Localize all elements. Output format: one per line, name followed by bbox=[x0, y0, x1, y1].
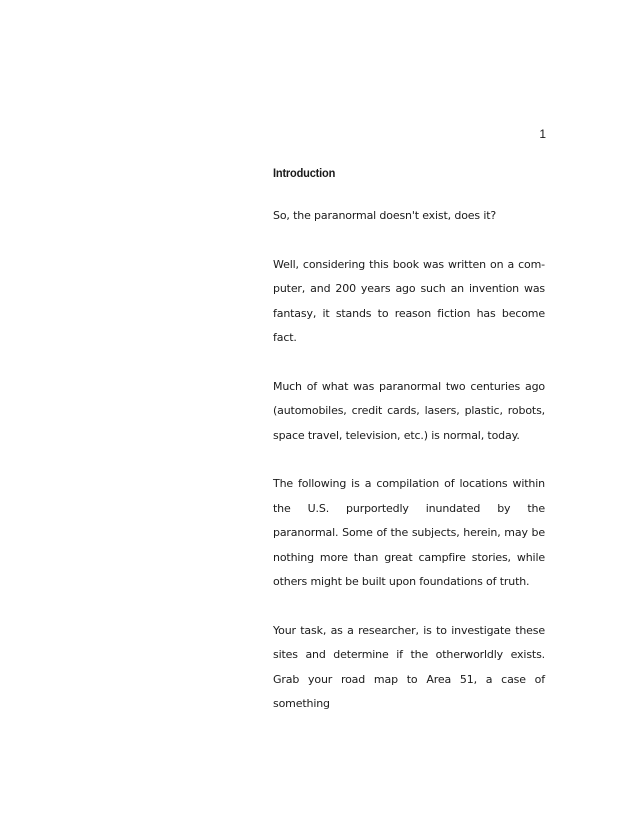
paragraph: The following is a compilation of locations within the U.S. purportedly inundated by the paranormal. Some of the subjects, herein, may be nothing more than great campfire stories, while others might be built upon foundations of truth. bbox=[273, 477, 545, 589]
paragraph: Much of what was paranormal two centuries ago (automobiles, credit cards, lasers, plastic, robots, space travel, television, etc.) is normal, today. bbox=[273, 379, 545, 442]
page-number: 1 bbox=[539, 127, 546, 141]
paragraph: Well, considering this book was written on a com-puter, and 200 years ago such an invention was fantasy, it stands to reason fiction has become fact. bbox=[273, 257, 545, 345]
body-text bbox=[273, 204, 545, 741]
paragraph: So, the paranormal doesn't exist, does it? bbox=[273, 209, 497, 222]
section-heading: Introduction bbox=[273, 166, 336, 180]
paragraph: Your task, as a researcher, is to investigate these sites and determine if the otherworldly exists. Grab your road map to Area 51, a case of something bbox=[273, 623, 545, 711]
